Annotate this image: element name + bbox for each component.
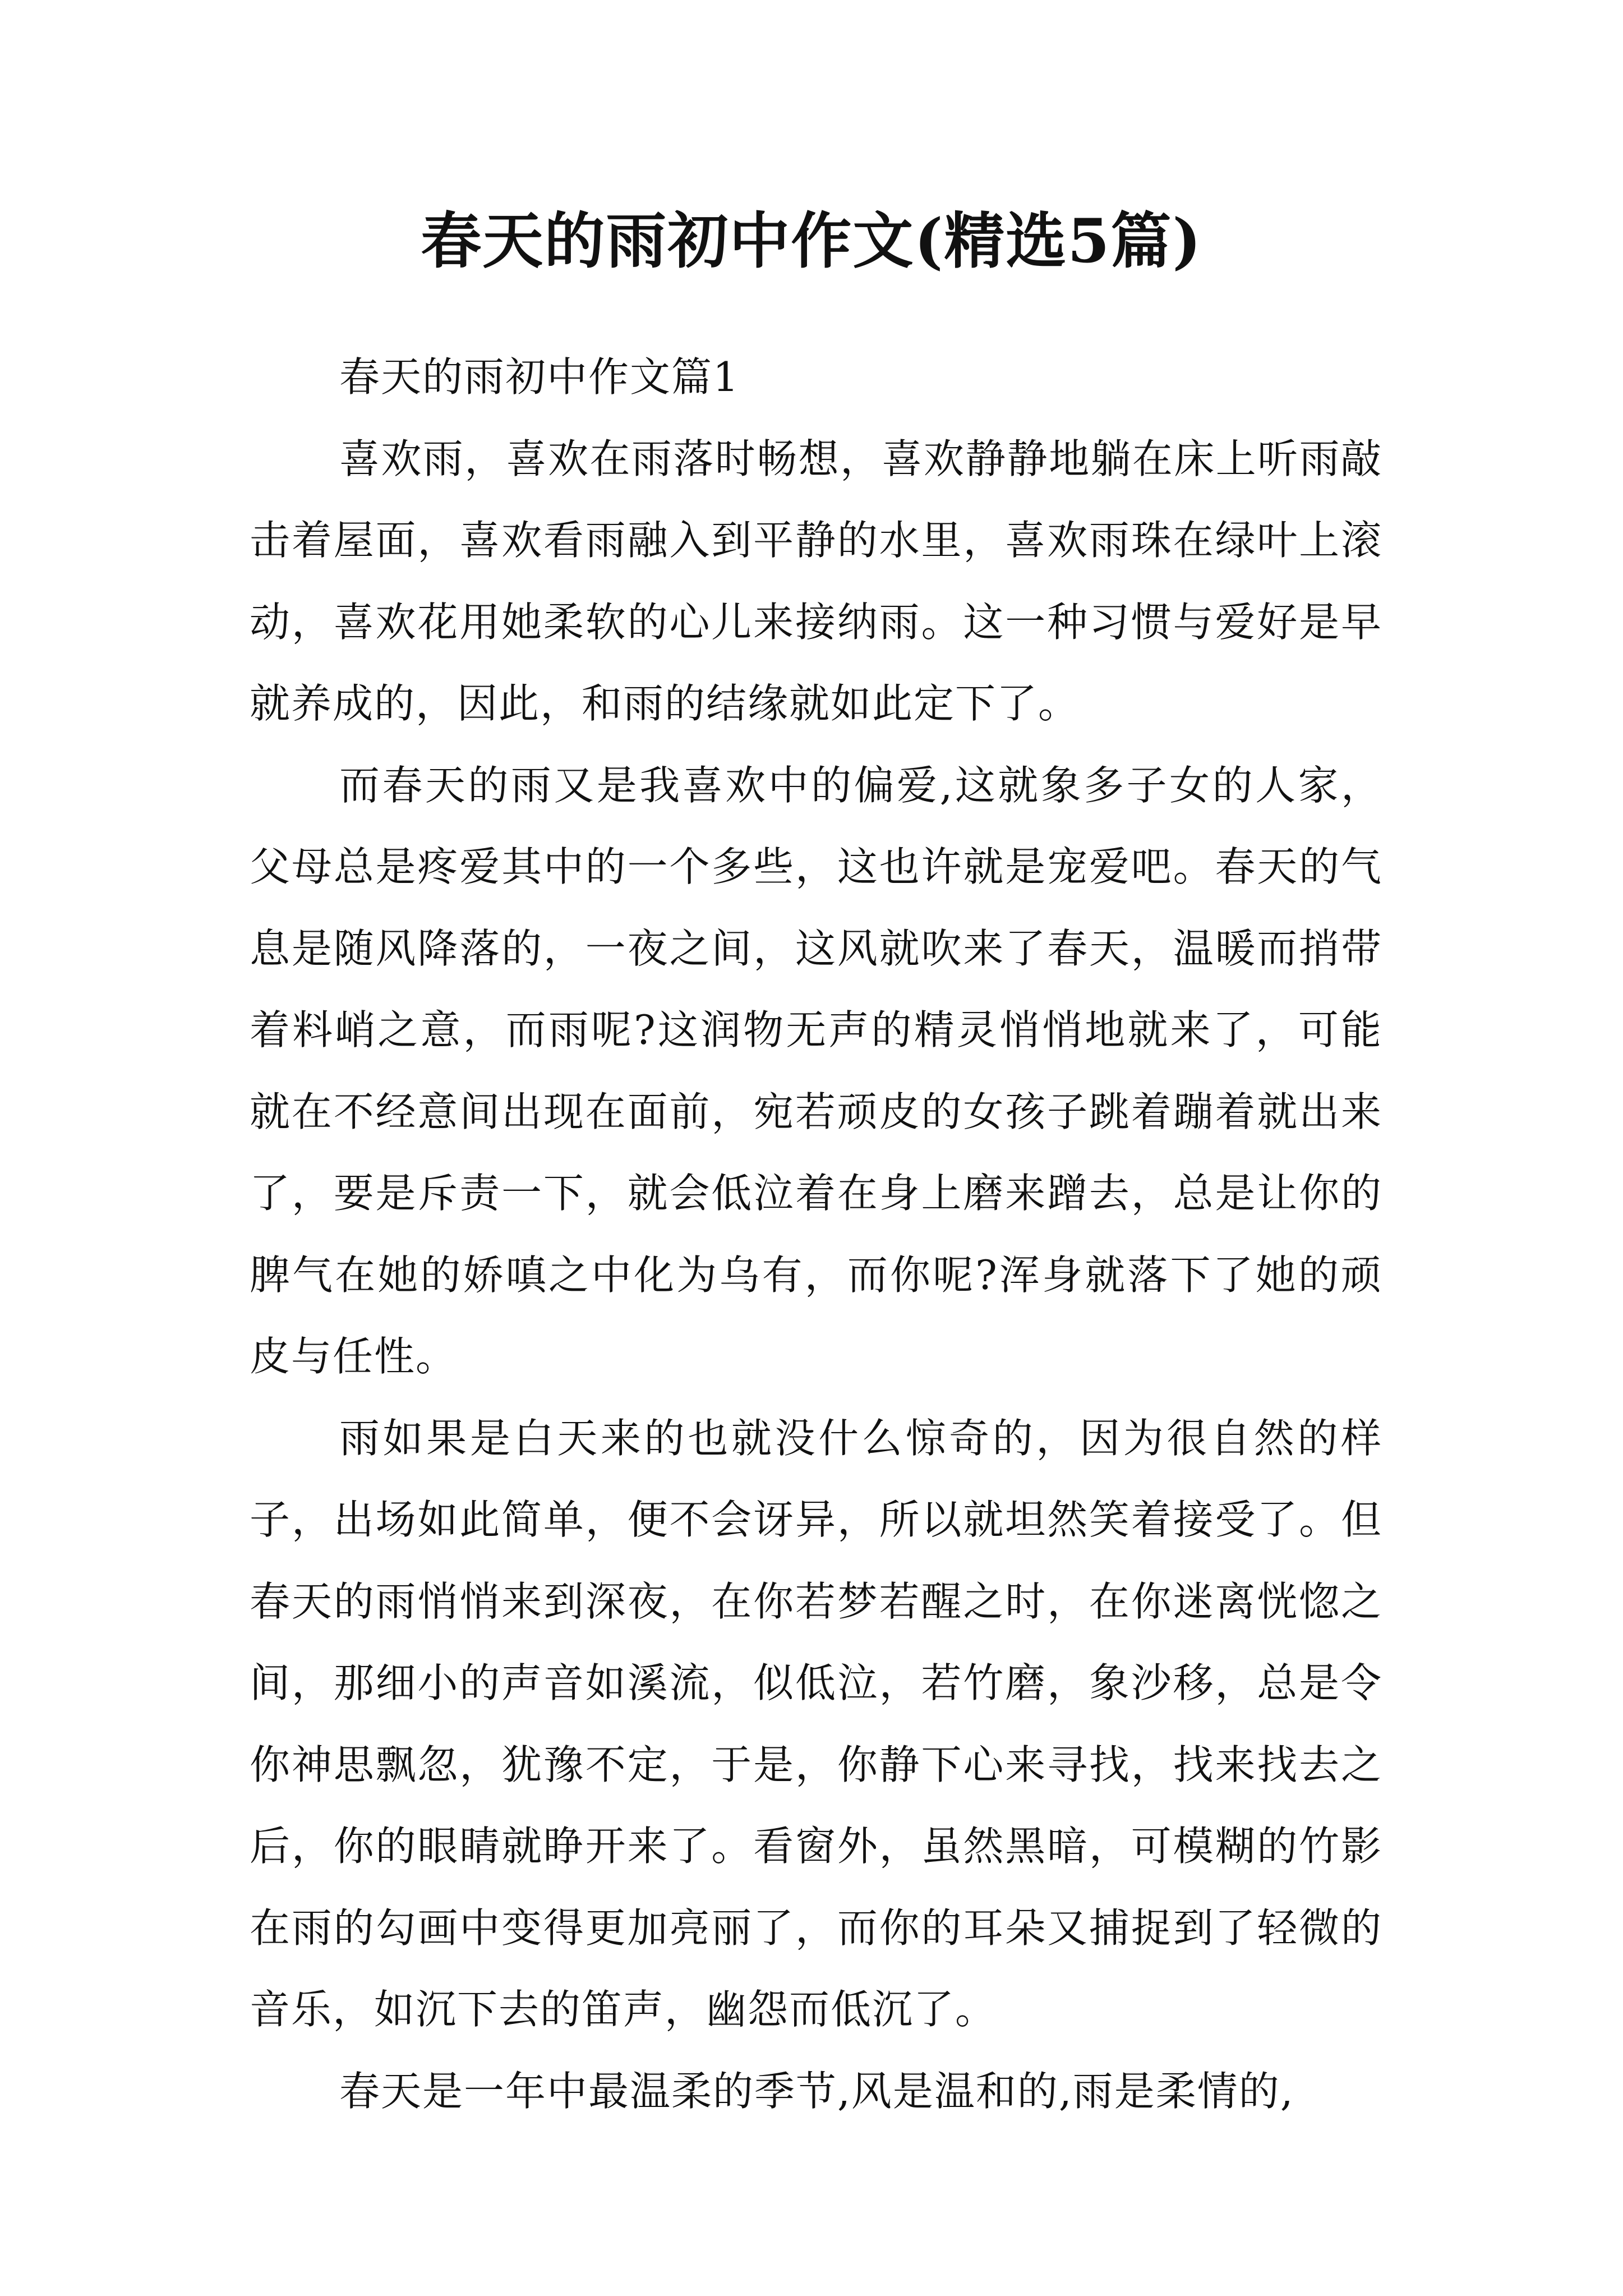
paragraph-4: 春天是一年中最温柔的季节,风是温和的,雨是柔情的, (339, 2067, 1294, 2115)
document-body (250, 337, 1382, 2132)
paragraph-2: 而春天的雨又是我喜欢中的偏爱,这就象多子女的人家，父母总是疼爱其中的一个多些，这也许就是宠爱吧。春天的气息是随风降落的，一夜之间，这风就吹来了春天，温暖而捎带着料峭之意，而雨呢?这润物无声的精灵悄悄地就来了，可能就在不经意间出现在面前，宛若顽皮的女孩子跳着蹦着就出来了，要是斥责一下，就会低泣着在身上磨来蹭去，总是让你的脾气在她的娇嗔之中化为乌有，而你呢?浑身就落下了她的顽皮与任性。 (250, 761, 1382, 1380)
paragraph-3: 雨如果是白天来的也就没什么惊奇的，因为很自然的样子，出场如此简单，便不会讶异，所以就坦然笑着接受了。但春天的雨悄悄来到深夜，在你若梦若醒之时，在你迷离恍惚之间，那细小的声音如溪流，似低泣，若竹磨，象沙移，总是令你神思飘忽，犹豫不定，于是，你静下心来寻找，找来找去之后，你的眼睛就睁开来了。看窗外，虽然黑暗，可模糊的竹影在雨的勾画中变得更加亮丽了，而你的耳朵又捕捉到了轻微的音乐，如沉下去的笛声，幽怨而低沉了。 (250, 1414, 1382, 2033)
document-title: 春天的雨初中作文(精选5篇) (421, 206, 1202, 277)
paragraph-1: 喜欢雨，喜欢在雨落时畅想，喜欢静静地躺在床上听雨敲击着屋面，喜欢看雨融入到平静的水里，喜欢雨珠在绿叶上滚动，喜欢花用她柔软的心儿来接纳雨。这一种习惯与爱好是早就养成的，因此，和雨的结缘就如此定下了。 (250, 435, 1382, 727)
section-heading: 春天的雨初中作文篇1 (339, 353, 740, 401)
